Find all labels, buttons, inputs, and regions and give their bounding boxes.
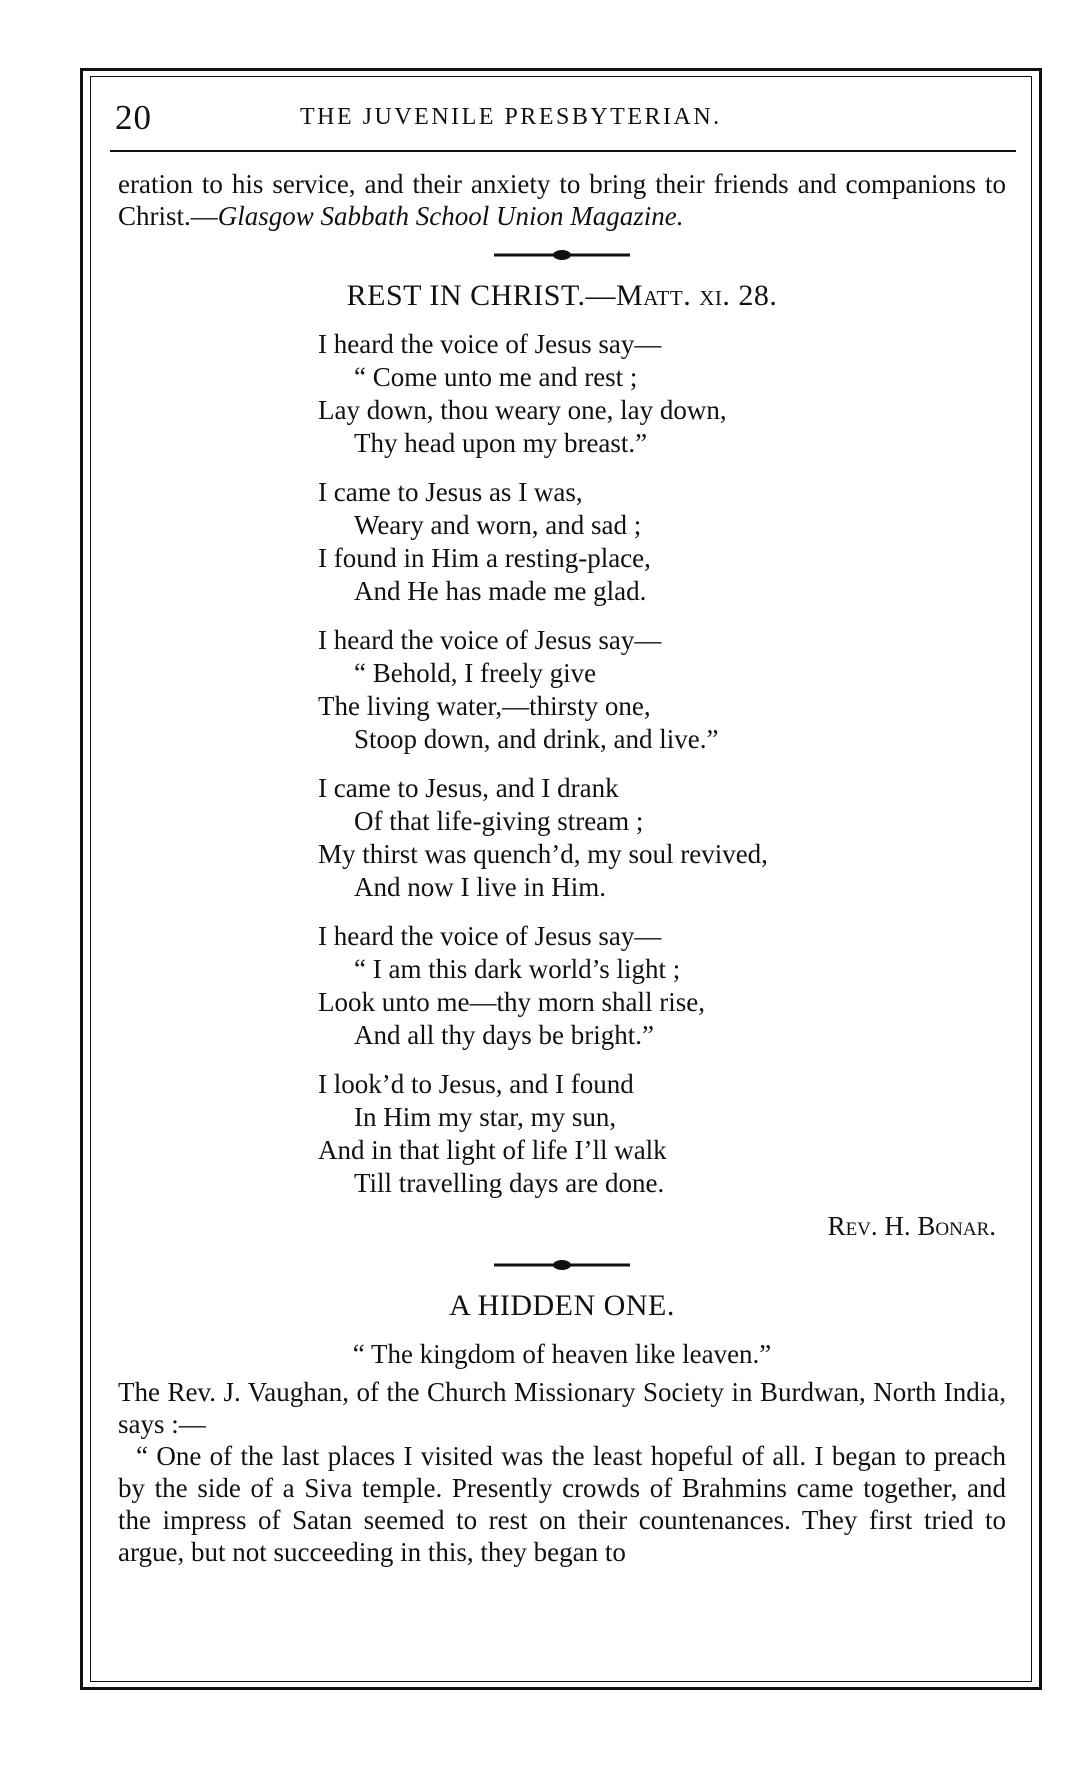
poem-title-text: REST IN CHRIST.— xyxy=(346,279,617,312)
poem-line: I heard the voice of Jesus say— xyxy=(318,329,662,359)
poem-line: I heard the voice of Jesus say— xyxy=(318,625,662,655)
poem-line: Till travelling days are done. xyxy=(354,1168,665,1198)
poem-line: My thirst was quench’d, my soul revived, xyxy=(318,839,768,869)
poem-line: In Him my star, my sun, xyxy=(354,1102,617,1132)
poem-line: And in that light of life I’ll walk xyxy=(318,1135,667,1165)
poem-line: Weary and worn, and sad ; xyxy=(354,510,642,540)
poem-line: And now I live in Him. xyxy=(354,872,606,902)
poem-line: Lay down, thou weary one, lay down, xyxy=(318,395,727,425)
poem-stanza xyxy=(318,476,1006,608)
poem-line: “ I am this dark world’s light ; xyxy=(354,954,681,984)
article-title: A HIDDEN ONE. xyxy=(449,1289,675,1322)
intro-paragraph xyxy=(118,168,1006,232)
intro-text: eration to his service, and their anxiety to bring their friends and companions to Christ.— xyxy=(118,169,1006,231)
section-ornament xyxy=(492,248,632,262)
poem-line: I found in Him a resting-place, xyxy=(318,543,651,573)
poem-stanza xyxy=(318,624,1006,756)
intro-source: Glasgow Sabbath School Union Magazine. xyxy=(217,201,684,231)
poem-reference: Matt. xi. 28. xyxy=(616,279,778,312)
poem-line: And He has made me glad. xyxy=(354,576,647,606)
header-rule xyxy=(110,150,1016,152)
poem-stanza xyxy=(318,772,1006,904)
poem-stanza xyxy=(318,1068,1006,1200)
poem-line: Stoop down, and drink, and live.” xyxy=(354,724,719,754)
poem-line: “ Behold, I freely give xyxy=(354,658,597,688)
poem-stanza xyxy=(318,920,1006,1052)
poem-title xyxy=(118,280,1006,312)
poem-line: Look unto me—thy morn shall rise, xyxy=(318,987,705,1017)
section-ornament xyxy=(492,1258,632,1272)
poem-line: “ Come unto me and rest ; xyxy=(354,362,638,392)
poem-line: I came to Jesus, and I drank xyxy=(318,773,619,803)
article-paragraph: The Rev. J. Vaughan, of the Church Missionary Society in Burdwan, North India, says :— xyxy=(118,1377,1006,1439)
poem xyxy=(318,328,1006,1200)
article-paragraph: “ One of the last places I visited was the least hopeful of all. I began to preach by the side of a Siva temple. Presently crowds of Brahmins came together, and the impress of Satan seemed to rest on their countenances. They first tried to argue, but not succeeding in this, they began to xyxy=(118,1441,1006,1567)
poem-stanza xyxy=(318,328,1006,460)
poem-line: And all thy days be bright.” xyxy=(354,1020,654,1050)
poem-line: I came to Jesus as I was, xyxy=(318,477,583,507)
poem-attribution: Rev. H. Bonar. xyxy=(827,1211,996,1241)
poem-line: Of that life-giving stream ; xyxy=(354,806,644,836)
running-title: THE JUVENILE PRESBYTERIAN. xyxy=(300,104,722,130)
poem-line: The living water,—thirsty one, xyxy=(318,691,651,721)
page-number: 20 xyxy=(115,98,152,137)
poem-line: I heard the voice of Jesus say— xyxy=(318,921,662,951)
poem-line: I look’d to Jesus, and I found xyxy=(318,1069,634,1099)
page-content xyxy=(118,168,1006,1568)
article-epigraph: “ The kingdom of heaven like leaven.” xyxy=(352,1339,772,1369)
poem-line: Thy head upon my breast.” xyxy=(354,428,648,458)
